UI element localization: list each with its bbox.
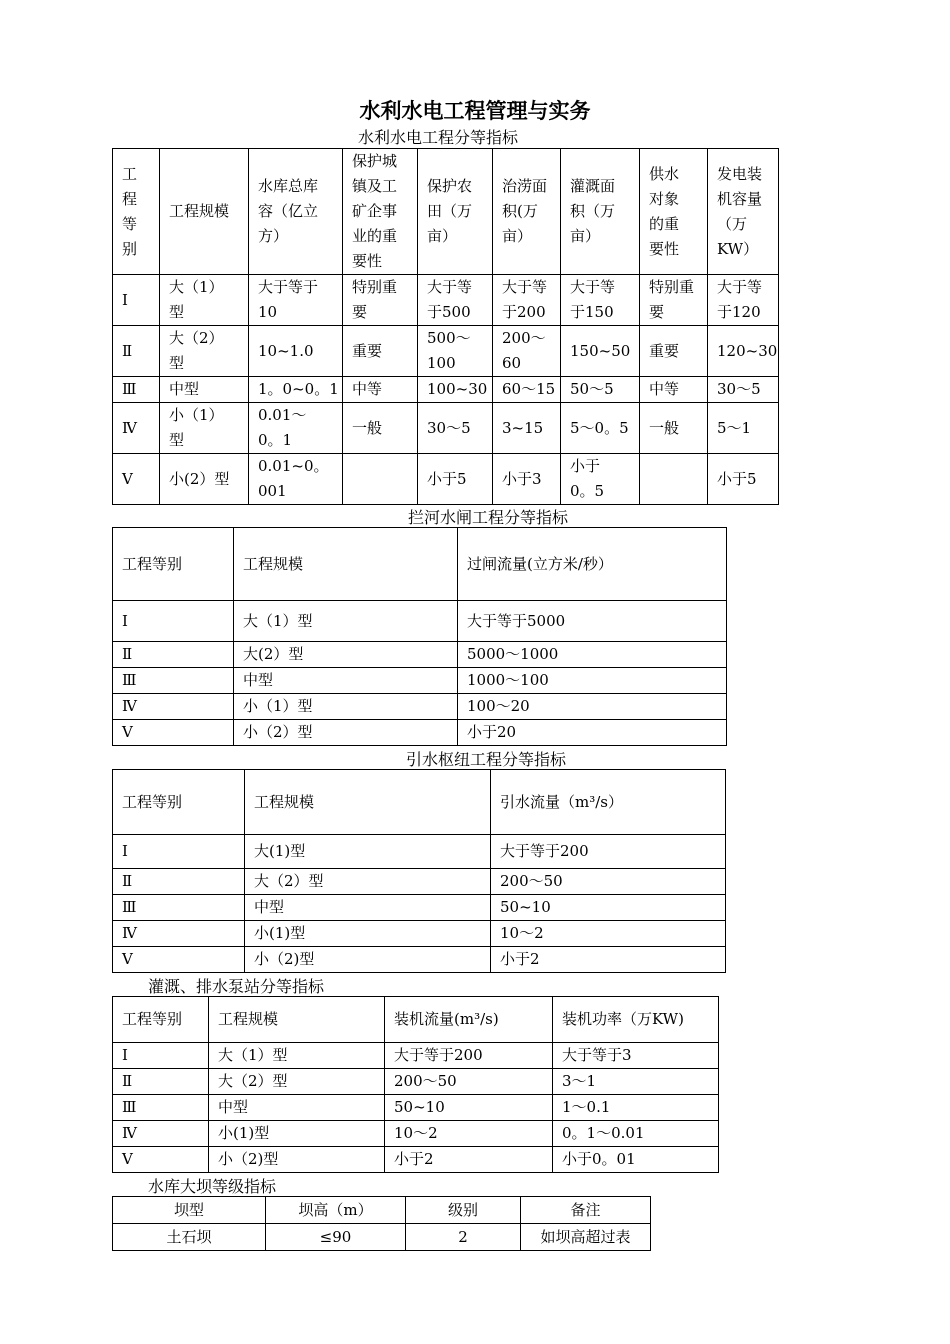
table-cell: 50～5 <box>561 377 640 403</box>
table-cell: 3～1 <box>553 1069 719 1095</box>
header-cell: 工程规模 <box>245 770 491 835</box>
table-cell: 小(1)型 <box>209 1121 385 1147</box>
table-row <box>113 720 727 746</box>
table-cell: 1。0~0。1 <box>249 377 343 403</box>
table-cell: Ⅴ <box>113 720 234 746</box>
table-cell: 小于0。01 <box>553 1147 719 1173</box>
header-cell: 工程规模 <box>209 997 385 1043</box>
header-cell: 坝型 <box>113 1197 266 1224</box>
table-cell: 30～5 <box>708 377 779 403</box>
table-cell: 中型 <box>160 377 249 403</box>
table-cell: Ⅳ <box>113 921 245 947</box>
table-cell: 5000～1000 <box>458 642 727 668</box>
table-cell: 重要 <box>640 326 708 377</box>
table-cell: 小于5 <box>708 454 779 505</box>
table1-caption: 水利水电工程分等指标 <box>358 128 519 147</box>
table-cell: 5～1 <box>708 403 779 454</box>
table-cell: 大(1)型 <box>245 835 491 869</box>
table-row <box>113 1069 719 1095</box>
table-row <box>113 668 727 694</box>
table-cell: 小(1)型 <box>245 921 491 947</box>
table4-caption: 灌溉、排水泵站分等指标 <box>148 977 325 996</box>
table-cell: 10~1.0 <box>249 326 343 377</box>
table-cell: 大（1）型 <box>160 275 249 326</box>
header-cell: 备注 <box>521 1197 651 1224</box>
table-cell: 大于等于5000 <box>458 601 727 642</box>
table-dam-grades <box>112 1196 651 1251</box>
table-row <box>113 694 727 720</box>
table-cell: 小于2 <box>491 947 726 973</box>
table-cell: 0.01～0。1 <box>249 403 343 454</box>
table-row <box>113 1224 651 1251</box>
table-row <box>113 1043 719 1069</box>
table-cell: 10～2 <box>491 921 726 947</box>
table-cell <box>640 454 708 505</box>
table-cell: 中型 <box>209 1095 385 1121</box>
header-cell: 工程等别 <box>113 770 245 835</box>
table-cell: 3~15 <box>493 403 561 454</box>
table-cell: 120~30 <box>708 326 779 377</box>
table-cell: 土石坝 <box>113 1224 266 1251</box>
table-cell: 1000～100 <box>458 668 727 694</box>
table-cell: 大（2）型 <box>160 326 249 377</box>
table-cell: Ⅲ <box>113 377 160 403</box>
table-cell: Ⅳ <box>113 1121 209 1147</box>
table-cell: 0.01~0。001 <box>249 454 343 505</box>
table-row <box>113 835 726 869</box>
table-row <box>113 326 779 377</box>
table-cell: 重要 <box>343 326 418 377</box>
header-cell: 发电装机容量（万KW） <box>708 149 779 275</box>
header-cell: 供水对象的重要性 <box>640 149 708 275</box>
table-pump-station-grades <box>112 996 719 1173</box>
header-cell: 工程等别 <box>113 997 209 1043</box>
table-cell: Ⅰ <box>113 601 234 642</box>
header-cell: 工程等别 <box>113 528 234 601</box>
table-cell: 500～100 <box>418 326 493 377</box>
table-cell: Ⅲ <box>113 895 245 921</box>
table-cell: 一般 <box>343 403 418 454</box>
table-cell: 大于等于200 <box>491 835 726 869</box>
table-row <box>113 921 726 947</box>
table-cell: 小(2）型 <box>160 454 249 505</box>
header-cell: 引水流量（m³/s） <box>491 770 726 835</box>
table-cell: 10～2 <box>385 1121 553 1147</box>
table-cell: 200～60 <box>493 326 561 377</box>
header-cell: 过闸流量(立方米/秒） <box>458 528 727 601</box>
table-cell: 小于0。5 <box>561 454 640 505</box>
table-cell: 小于20 <box>458 720 727 746</box>
table-cell: Ⅱ <box>113 869 245 895</box>
table-water-conservancy-grades <box>112 148 779 505</box>
table-cell: 5～0。5 <box>561 403 640 454</box>
table-cell: 200～50 <box>385 1069 553 1095</box>
header-cell: 工程等别 <box>113 149 160 275</box>
table-cell: 大（1）型 <box>234 601 458 642</box>
header-cell: 工程规模 <box>160 149 249 275</box>
table-row <box>113 869 726 895</box>
table-cell: 特别重要 <box>343 275 418 326</box>
table-row <box>113 642 727 668</box>
table-row <box>113 895 726 921</box>
header-cell: 级别 <box>406 1197 521 1224</box>
table-cell: Ⅲ <box>113 668 234 694</box>
table-cell: Ⅰ <box>113 835 245 869</box>
table-cell: 大于等于200 <box>385 1043 553 1069</box>
table-cell: 大于等于3 <box>553 1043 719 1069</box>
header-cell: 灌溉面积（万亩） <box>561 149 640 275</box>
header-cell: 水库总库容（亿立方） <box>249 149 343 275</box>
table-row <box>113 1095 719 1121</box>
table-row <box>113 454 779 505</box>
table-row <box>113 601 727 642</box>
table-row <box>113 1147 719 1173</box>
table-cell: Ⅳ <box>113 403 160 454</box>
table5-caption: 水库大坝等级指标 <box>148 1177 277 1196</box>
table-cell <box>343 454 418 505</box>
header-cell: 坝高（m） <box>266 1197 406 1224</box>
table-cell: 1～0.1 <box>553 1095 719 1121</box>
table-cell: 小于5 <box>418 454 493 505</box>
table-cell: Ⅱ <box>113 326 160 377</box>
table-cell: 中等 <box>640 377 708 403</box>
table-cell: 中型 <box>234 668 458 694</box>
table-diversion-grades <box>112 769 726 973</box>
table-cell: 150~50 <box>561 326 640 377</box>
table-cell: Ⅴ <box>113 454 160 505</box>
table-cell: 100~30 <box>418 377 493 403</box>
table-cell: 如坝高超过表 <box>521 1224 651 1251</box>
table-cell: 中等 <box>343 377 418 403</box>
table-cell: Ⅰ <box>113 275 160 326</box>
table-cell: 大于等于200 <box>493 275 561 326</box>
table-cell: 0。1～0.01 <box>553 1121 719 1147</box>
header-cell: 保护农田（万亩） <box>418 149 493 275</box>
header-cell: 治涝面积(万亩） <box>493 149 561 275</box>
table-sluice-grades <box>112 527 727 746</box>
table-cell: 30～5 <box>418 403 493 454</box>
table-row <box>113 403 779 454</box>
table-cell: 小（2）型 <box>234 720 458 746</box>
table-row <box>113 947 726 973</box>
table-cell: 大于等于150 <box>561 275 640 326</box>
header-cell: 工程规模 <box>234 528 458 601</box>
table-cell: Ⅴ <box>113 947 245 973</box>
table-row <box>113 275 779 326</box>
table-cell: 中型 <box>245 895 491 921</box>
table-cell: 200～50 <box>491 869 726 895</box>
table-cell: 一般 <box>640 403 708 454</box>
table-cell: Ⅳ <box>113 694 234 720</box>
table-cell: Ⅱ <box>113 1069 209 1095</box>
table-cell: 大（1）型 <box>209 1043 385 1069</box>
table-cell: 小（2)型 <box>245 947 491 973</box>
table-cell: 50~10 <box>385 1095 553 1121</box>
table-cell: 小（2)型 <box>209 1147 385 1173</box>
table-cell: 50~10 <box>491 895 726 921</box>
table-cell: 特别重要 <box>640 275 708 326</box>
table-cell: Ⅰ <box>113 1043 209 1069</box>
table-cell: 2 <box>406 1224 521 1251</box>
table-cell: Ⅲ <box>113 1095 209 1121</box>
table3-caption: 引水枢纽工程分等指标 <box>406 750 567 769</box>
table-cell: 小于2 <box>385 1147 553 1173</box>
header-cell: 装机流量(m³/s) <box>385 997 553 1043</box>
table-cell: Ⅱ <box>113 642 234 668</box>
table-cell: 100～20 <box>458 694 727 720</box>
header-cell: 装机功率（万KW) <box>553 997 719 1043</box>
table-row <box>113 1121 719 1147</box>
table-cell: 小（1）型 <box>160 403 249 454</box>
table-cell: 60～15 <box>493 377 561 403</box>
table-cell: Ⅴ <box>113 1147 209 1173</box>
table2-caption: 拦河水闸工程分等指标 <box>408 508 569 527</box>
table-cell: 小（1）型 <box>234 694 458 720</box>
table-cell: 大于等于10 <box>249 275 343 326</box>
table-row <box>113 377 779 403</box>
table-cell: ≤90 <box>266 1224 406 1251</box>
document-title: 水利水电工程管理与实务 <box>359 99 591 123</box>
table-cell: 小于3 <box>493 454 561 505</box>
table-cell: 大（2）型 <box>245 869 491 895</box>
header-cell: 保护城镇及工矿企事业的重要性 <box>343 149 418 275</box>
table-cell: 大于等于500 <box>418 275 493 326</box>
table-cell: 大(2）型 <box>234 642 458 668</box>
table-cell: 大（2）型 <box>209 1069 385 1095</box>
table-cell: 大于等于120 <box>708 275 779 326</box>
